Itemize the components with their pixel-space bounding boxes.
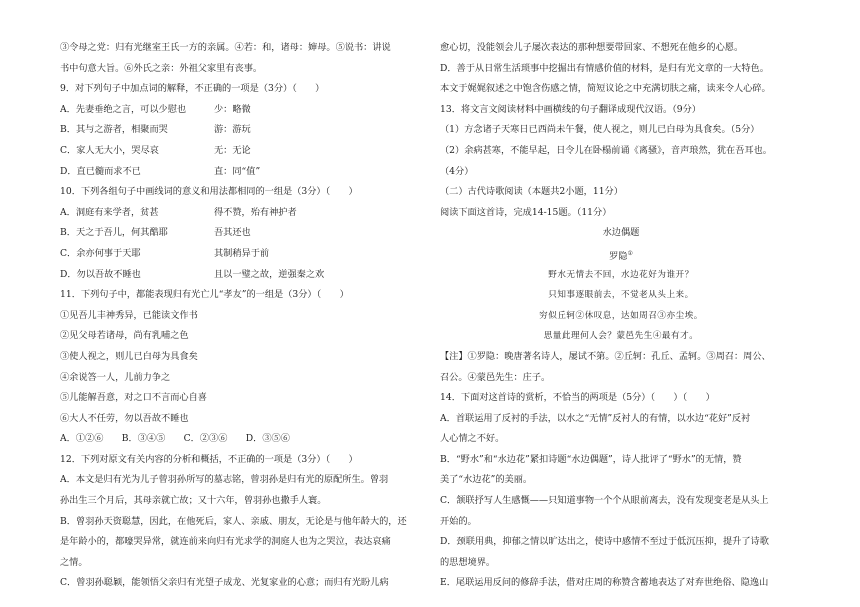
q9-option-a <box>60 100 422 121</box>
poem-author <box>440 244 802 265</box>
option-sentence: D．勿以吾故不睡也 <box>60 268 141 280</box>
option-sentence-pair: 吾其还也 <box>214 227 251 239</box>
note-line: ③令母之党：归有光继室王氏一方的亲属。④若：和，诸母：婶母。⑤说书：讲说 <box>60 42 391 53</box>
q13-line: （4分） <box>440 165 474 177</box>
section-intro: 阅读下面这首诗，完成14-15题。（11分） <box>440 206 612 218</box>
footnote-mark: ① <box>627 249 633 257</box>
q11-item: ⑥大人不任劳，勿以吾故不睡也 <box>60 412 189 424</box>
option-sentence: A．洞庭有来学者，贫甚 <box>60 206 159 218</box>
q13-line: （2）余病甚寒，不能早起，日令儿在卧榻前诵《离骚》，音声琅然，犹在吾耳也。 <box>440 144 772 156</box>
q11-item: ④余说答一人，儿前力争之 <box>60 371 171 383</box>
poem-note: 召公。④蒙邑先生：庄子。 <box>440 371 551 383</box>
q9-option-b <box>60 120 422 141</box>
poem-author-name: 罗隐 <box>609 251 628 262</box>
question-14-stem: 14．下面对这首诗的赏析，不恰当的两项是（5分）（ ）（ ） <box>440 392 715 404</box>
q12-continued-line: 本文于娓娓叙述之中饱含伤感之情，简短议论之中充满切肤之痛，读来令人心碎。 <box>440 83 771 95</box>
q10-option-c <box>60 244 422 265</box>
option-sentence: B．天之于吾儿，何其酷耶 <box>60 227 168 239</box>
q12-continued-line: 愈心切，没能领会儿子屡次表达的那种想要带回家、不想死在他乡的心愿。 <box>440 42 744 53</box>
option-sentence: C．家人无大小，哭尽哀 <box>60 144 159 156</box>
option-explanation: 少：略微 <box>214 103 251 115</box>
q9-option-c <box>60 141 422 162</box>
q14-line: 人心情之不好。 <box>440 433 505 445</box>
option-sentence: B．其与之游者，相聚而哭 <box>60 124 168 136</box>
q11-item: ②见父母若诸母，尚有乳哺之色 <box>60 330 189 342</box>
q12-text-line: 之情。 <box>60 556 88 568</box>
q10-option-d <box>60 265 422 286</box>
q14-line: C．颔联抒写人生感慨——只知道事物一个个从眼前离去，没有发现变老是从头上 <box>440 495 769 507</box>
question-10-stem: 10．下列各组句子中画线词的意义和用法都相同的一组是（3分）（ ） <box>60 186 358 198</box>
q13-line: （1）方念诸子天寒日已西尚未午餐，使人视之，则儿已白母为具食矣。（5分） <box>440 124 760 136</box>
q14-line: 美了“水边花”的美丽。 <box>440 474 533 486</box>
right-column <box>440 38 802 594</box>
option-explanation: 无：无论 <box>214 144 251 156</box>
left-column <box>60 38 422 594</box>
q14-line: 的思想境界。 <box>440 556 496 568</box>
poem-title: 水边偶题 <box>602 227 640 239</box>
q12-text-line: 是年龄小的，都嚎哭异常，就连前来向归有光求学的洞庭人也为之哭泣，表达哀痛 <box>60 536 391 548</box>
option-explanation: 游：游玩 <box>214 124 251 136</box>
q14-line: 开始的。 <box>440 515 477 527</box>
question-11-stem: 11．下列句子中，都能表现归有光亡儿“孝友”的一组是（3分）（ ） <box>60 289 349 301</box>
note-line: 书中句意大旨。⑥外氏之亲：外祖父家里有丧事。 <box>60 62 263 74</box>
q12-continued-line: D．善于从日常生活琐事中挖掘出有情感价值的材料，是归有光文章的一大特色。 <box>440 62 769 74</box>
q14-line: D．颈联用典，抑郁之情以旷达出之，使诗中感情不至过于低沉压抑，提升了诗歌 <box>440 536 769 548</box>
q11-answer-choices: A．①②⑥ B．③④⑤ C．②③⑥ D．③⑤⑥ <box>60 433 290 445</box>
poem-line: 野水无情去不回，水边花好为谁开？ <box>548 269 694 280</box>
q12-text-line: C．曾羽孙聪颖，能领悟父亲归有光望子成龙、光复家业的心意；而归有光盼儿病 <box>60 577 389 589</box>
option-explanation: 直：同“值” <box>214 165 261 177</box>
q12-text-line: A．本文是归有光为儿子曾羽孙所写的墓志铭，曾羽孙是归有光的原配所生。曾羽 <box>60 474 389 486</box>
q11-item: ①见吾儿丰神秀异，已能读文作书 <box>60 309 198 321</box>
q14-line: A．首联运用了反衬的手法，以水之“无情”反衬人的有情，以水边“花好”反衬 <box>440 412 751 424</box>
q12-text-line: B．曾羽孙天资聪慧，因此，在他死后，家人、亲戚、朋友，无论是与他年龄大的，还 <box>60 515 407 527</box>
q11-item: ⑤儿能解吾意，对之口不言而心自喜 <box>60 392 207 404</box>
option-sentence: D．直已髓而求不已 <box>60 165 141 177</box>
poem-line: 思量此理何人会？蒙邑先生④最有才。 <box>543 331 699 342</box>
poem-note: 【注】①罗隐：晚唐著名诗人，屡试不第。②丘轲：孔丘、孟轲。③周召：周公、 <box>440 350 771 362</box>
question-13-stem: 13．将文言文阅读材料中画横线的句子翻译成现代汉语。（9分） <box>440 103 701 115</box>
q14-line: E．尾联运用反问的修辞手法，借对庄周的称赞含蓄地表达了对弃世绝俗、隐逸山 <box>440 577 769 589</box>
section-heading: （二）古代诗歌阅读（本题共2小题，11分） <box>440 186 623 198</box>
q10-option-b <box>60 223 422 244</box>
option-sentence-pair: 且以一璧之故，逆强秦之欢 <box>214 268 325 280</box>
q11-item: ③使人视之，则儿已白母为具食矣 <box>60 350 198 362</box>
option-sentence: A．先妻垂绝之言，可以少慰也 <box>60 103 187 115</box>
option-sentence-pair: 其制稍异于前 <box>214 247 270 259</box>
poem-line: 穷似丘轲②休叹息，达如周召③亦尘埃。 <box>539 310 703 321</box>
option-sentence-pair: 得不赞，殆有神护者 <box>214 206 297 218</box>
q14-line: B．“野水”和“水边花”紧扣诗题“水边偶题”，诗人批评了“野水”的无情，赞 <box>440 453 742 465</box>
question-12-stem: 12．下列对原文有关内容的分析和概括，不正确的一项是（3分）（ ） <box>60 453 358 465</box>
option-sentence: C．余亦何事于天耶 <box>60 247 141 259</box>
question-9-stem: 9．对下列句子中加点词的解释，不正确的一项是（3分）（ ） <box>60 83 325 95</box>
poem-line: 只知事逐眼前去，不觉老从头上来。 <box>548 290 694 301</box>
q9-option-d <box>60 162 422 183</box>
q10-option-a <box>60 203 422 224</box>
q12-text-line: 孙出生三个月后，其母亲就亡故；又十六年，曾羽孙也撒手人寰。 <box>60 495 327 507</box>
